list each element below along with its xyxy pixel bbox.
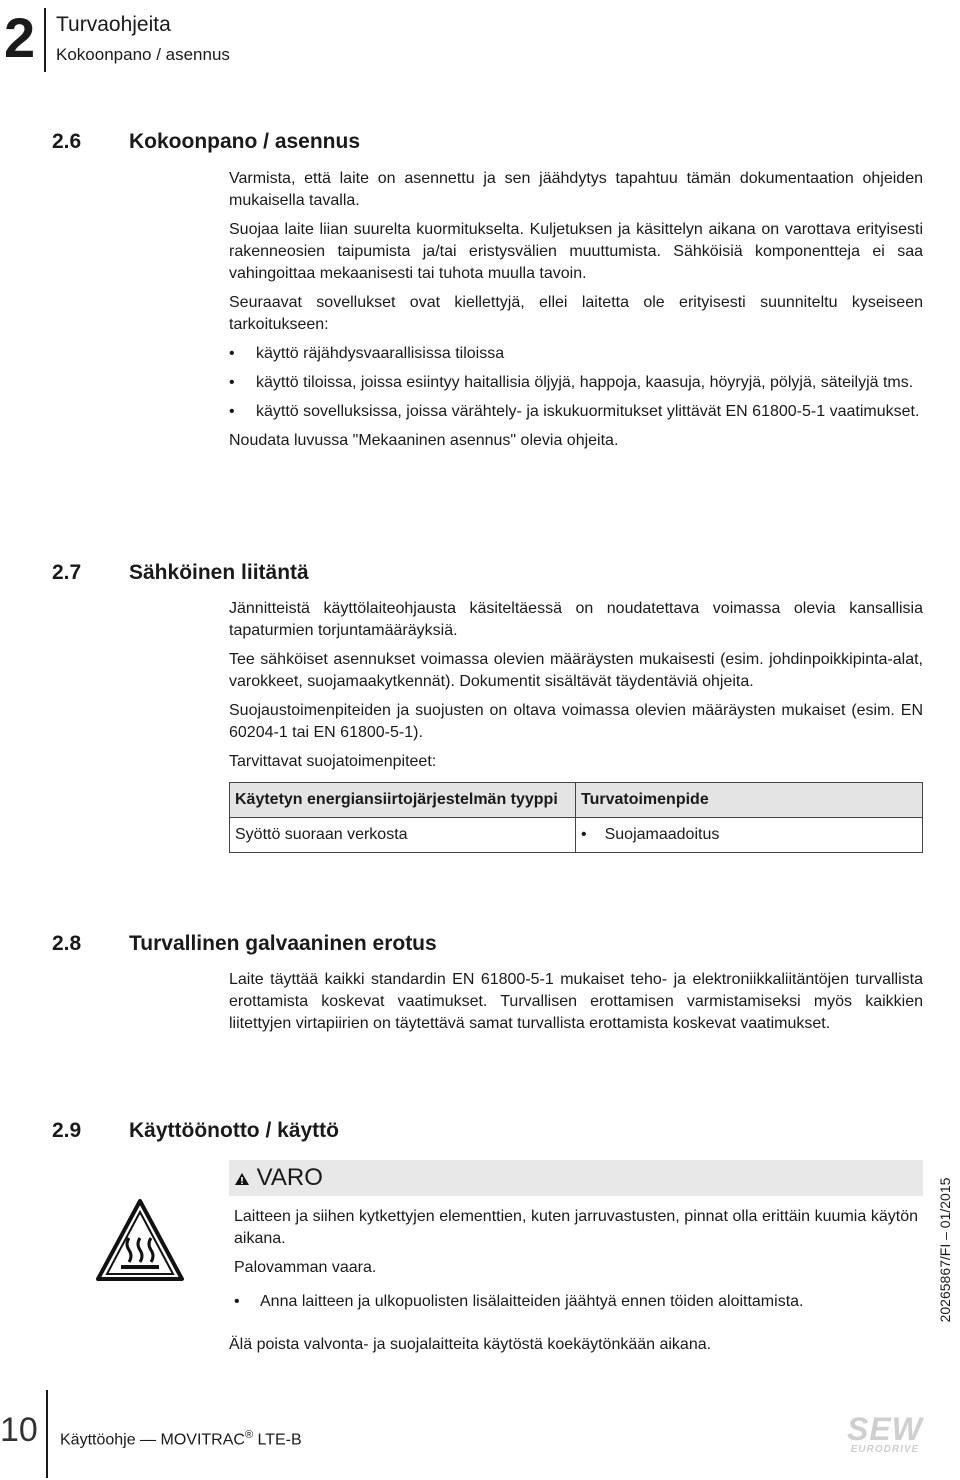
warning-box xyxy=(229,1160,923,1313)
protection-table xyxy=(229,782,923,853)
section-body-2-8 xyxy=(229,969,923,1042)
paragraph: Älä poista valvonta- ja suojalaitteita käytöstä koekäytönkään aikana. xyxy=(229,1336,712,1353)
page-number: 10 xyxy=(0,1411,38,1449)
section-number: 2.7 xyxy=(52,561,82,584)
section-body-2-6 xyxy=(229,168,923,459)
paragraph: Suojaustoimenpiteiden ja suojusten on oltava voimassa olevien määräysten mukaiset (esim. EN 60204-1 tai EN 61800-5-1). xyxy=(229,702,923,741)
sew-eurodrive-logo: SEW EURODRIVE xyxy=(847,1411,923,1455)
section-number: 2.6 xyxy=(52,130,82,153)
bullet-icon: • xyxy=(229,403,235,420)
list-item: • käyttö sovelluksissa, joissa värähtely- ja iskukuormitukset ylittävät EN 61800-5-1 vaatimukset. xyxy=(229,401,923,423)
table-header-cell: Turvatoimenpide xyxy=(576,783,923,818)
section-title: Kokoonpano / asennus xyxy=(129,130,361,153)
paragraph: Palovamman vaara. xyxy=(234,1259,377,1276)
hot-surface-warning-icon xyxy=(95,1198,185,1287)
table-cell: • Suojamaadoitus xyxy=(576,818,923,853)
paragraph: Varmista, että laite on asennettu ja sen jäähdytys tapahtuu tämän dokumentaation ohjeiden mukaisella tavalla. xyxy=(229,170,923,209)
section-body-2-9 xyxy=(229,1334,923,1363)
document-code: 20265867/FI – 01/2015 xyxy=(937,1177,953,1323)
section-number: 2.8 xyxy=(52,932,82,955)
warning-header xyxy=(229,1160,923,1196)
table-header-row xyxy=(230,783,923,818)
footer-divider xyxy=(46,1390,48,1478)
table-cell: Syöttö suoraan verkosta xyxy=(230,818,576,853)
section-title: Käyttöönotto / käyttö xyxy=(129,1119,339,1142)
section-title: Sähköinen liitäntä xyxy=(129,561,309,584)
chapter-title: Turvaohjeita xyxy=(56,13,171,36)
section-body-2-7 xyxy=(229,598,923,780)
bullet-icon: • xyxy=(229,345,235,362)
table-header-cell: Käytetyn energiansiirtojärjestelmän tyyppi xyxy=(230,783,576,818)
bullet-icon: • xyxy=(234,1293,240,1310)
paragraph: Tee sähköiset asennukset voimassa olevien määräysten mukaisesti (esim. johdinpoikkipinta-alat, varokkeet, suojamaakytkennät). Dokumentit sisältävät täydentäviä ohjeita. xyxy=(229,651,923,690)
paragraph: Laitteen ja siihen kytkettyjen elementtien, kuten jarruvastusten, pinnat olla erittäin kuumia käytön aikana. xyxy=(234,1208,918,1247)
list-item: • Anna laitteen ja ulkopuolisten lisälaitteiden jäähtyä ennen töiden aloittamista. xyxy=(234,1291,918,1313)
table-row xyxy=(230,818,923,853)
chapter-number: 2 xyxy=(4,6,36,69)
section-number: 2.9 xyxy=(52,1119,82,1142)
warning-triangle-icon xyxy=(234,1164,257,1191)
paragraph: Jännitteistä käyttölaiteohjausta käsiteltäessä on noudatettava voimassa olevia kansallisia tapaturmien torjuntamääräyksiä. xyxy=(229,600,923,639)
paragraph: Tarvittavat suojatoimenpiteet: xyxy=(229,753,437,770)
document-title: Käyttöohje — MOVITRAC® LTE-B xyxy=(60,1429,302,1449)
paragraph: Seuraavat sovellukset ovat kiellettyjä, ellei laitetta ole erityisesti suunniteltu kyseiseen tarkoitukseen: xyxy=(229,294,923,333)
chapter-divider xyxy=(44,8,46,72)
warning-body xyxy=(229,1196,923,1313)
paragraph: Laite täyttää kaikki standardin EN 61800-5-1 mukaiset teho- ja elektroniikkaliitäntöjen turvallista erottamista koskevat vaatimukset. Turvallisen erottamisen varmistamiseksi myös kaikkien liitettyjen virtapiirien on täytettävä samat turvallista erottamista koskevat vaatimukset. xyxy=(229,971,923,1032)
list-item: • käyttö räjähdysvaarallisissa tiloissa xyxy=(229,343,923,365)
bullet-icon: • xyxy=(581,826,587,843)
section-title: Turvallinen galvaaninen erotus xyxy=(129,932,437,955)
list-item: • käyttö tiloissa, joissa esiintyy haitallisia öljyjä, happoja, kaasuja, höyryjä, pölyjä, säteilyjä tms. xyxy=(229,372,923,394)
bullet-list xyxy=(229,343,923,423)
warning-title: VARO xyxy=(256,1164,323,1191)
paragraph: Noudata luvussa "Mekaaninen asennus" olevia ohjeita. xyxy=(229,432,619,449)
chapter-subtitle: Kokoonpano / asennus xyxy=(56,45,230,64)
paragraph: Suojaa laite liian suurelta kuormitukselta. Kuljetuksen ja käsittelyn aikana on varottava erityisesti rakenneosien taipumista ja/tai eristysvälien muuttumista. Sähköisiä komponentteja ei saa vahingoittaa mekaanisesti tai tuhota muulla tavoin. xyxy=(229,221,923,282)
bullet-icon: • xyxy=(229,374,235,391)
